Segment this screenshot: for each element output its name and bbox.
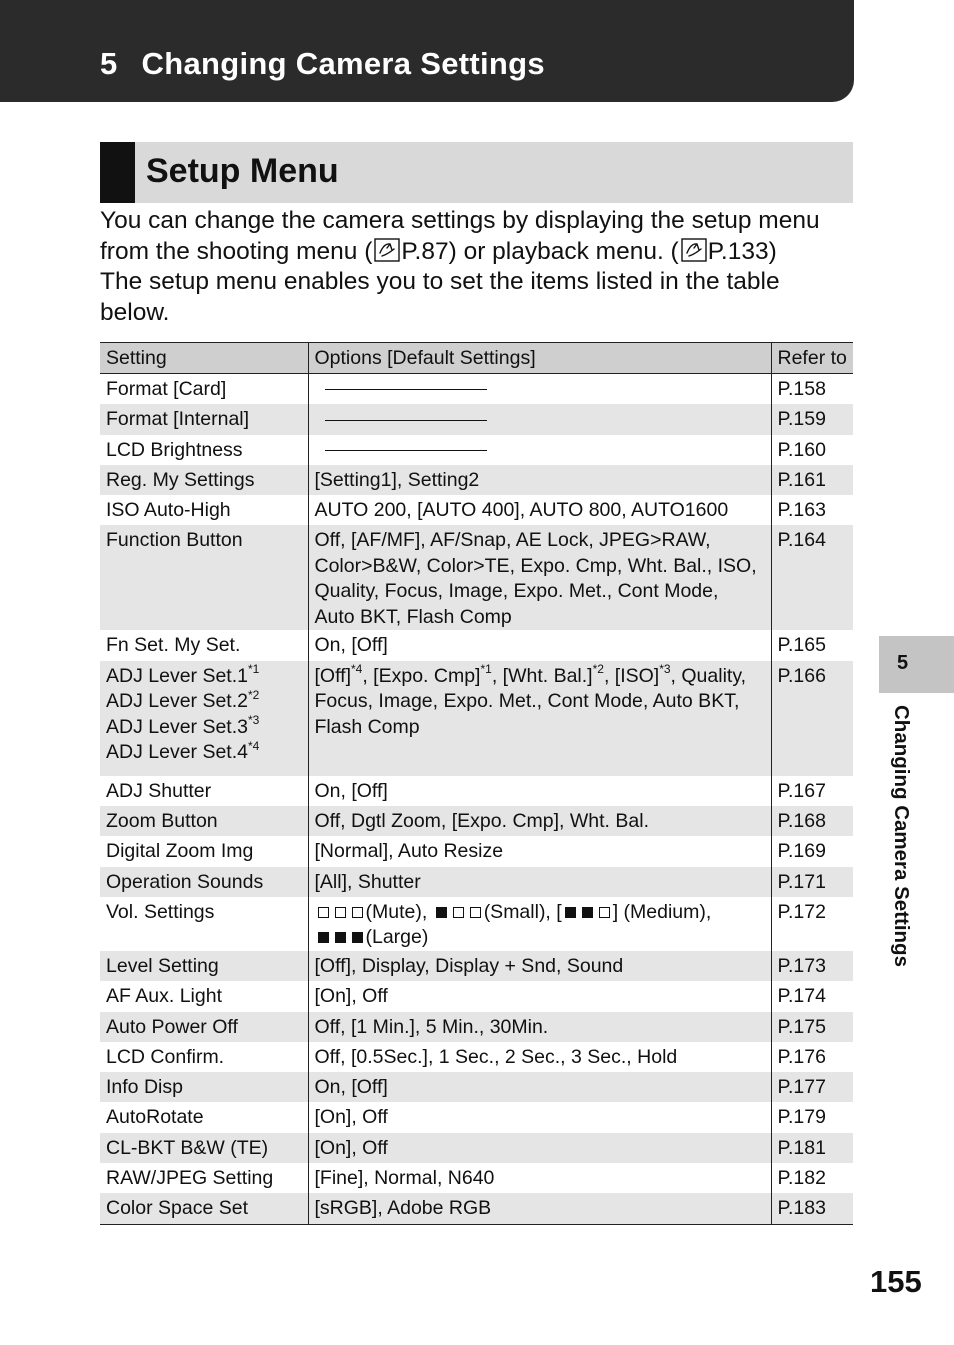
table-row <box>100 1102 853 1132</box>
setting-cell: Format [Card] <box>106 378 227 400</box>
table-row <box>100 1012 853 1042</box>
options-cell: [Off], Display, Display + Snd, Sound <box>308 951 771 981</box>
volume-empty-icon <box>470 907 481 918</box>
setting-cell: Function Button <box>100 525 308 630</box>
setting-cell: Info Disp <box>100 1072 308 1102</box>
chapter-header <box>0 0 854 102</box>
refer-cell: P.163 <box>771 495 853 525</box>
table-row <box>100 465 853 495</box>
refer-cell: P.181 <box>771 1133 853 1163</box>
volume-filled-icon <box>565 907 576 918</box>
setting-cell: Fn Set. My Set. <box>106 634 241 657</box>
setting-cell: LCD Brightness <box>106 438 243 461</box>
options-cell: [Setting1], Setting2 <box>308 465 771 495</box>
no-options-line <box>325 420 487 421</box>
options-cell <box>308 374 771 405</box>
table-row <box>100 1193 853 1224</box>
volume-filled-icon <box>335 932 346 943</box>
table-row <box>100 1133 853 1163</box>
setting-cell: Digital Zoom Img <box>106 840 254 863</box>
refer-cell: P.161 <box>771 465 853 495</box>
table-row <box>100 951 853 981</box>
options-cell: Off, [1 Min.], 5 Min., 30Min. <box>308 1012 771 1042</box>
refer-cell: P.168 <box>771 806 853 836</box>
options-cell: [Normal], Auto Resize <box>308 836 771 866</box>
refer-cell: P.167 <box>771 776 853 806</box>
header-refer: Refer to <box>771 343 853 374</box>
volume-empty-icon <box>318 907 329 918</box>
setting-cell: ISO Auto-High <box>106 499 231 522</box>
refer-cell: P.179 <box>771 1102 853 1132</box>
volume-filled-icon <box>436 907 447 918</box>
table-row <box>100 435 853 465</box>
table-header-row <box>100 343 853 374</box>
options-cell: [Fine], Normal, N640 <box>308 1163 771 1193</box>
refer-cell: P.182 <box>771 1163 853 1193</box>
volume-filled-icon <box>582 907 593 918</box>
setting-cell: Operation Sounds <box>100 867 308 897</box>
setting-cell: CL-BKT B&W (TE) <box>100 1133 308 1163</box>
setting-cell: Reg. My Settings <box>100 465 308 495</box>
setting-cell: Zoom Button <box>100 806 308 836</box>
setting-cell: RAW/JPEG Setting <box>106 1167 274 1190</box>
table-row <box>100 1163 853 1193</box>
refer-cell: P.166 <box>771 661 853 776</box>
setting-cell: ADJ Shutter <box>106 779 212 802</box>
page-number: 155 <box>870 1264 922 1299</box>
section-title: Setup Menu <box>146 152 339 190</box>
options-cell <box>308 404 771 434</box>
options-cell: On, [Off] <box>308 776 771 806</box>
options-cell: [Off]$^{*4}$, [Expo. Cmp]$^{*1}$, [Wht. Bal.]$^{*2}$, [ISO]$^{*3}$, Quality, Focus, Image, Expo. Met., Cont Mode, Auto BKT, Flash Comp <box>308 661 771 776</box>
volume-empty-icon <box>335 907 346 918</box>
intro-line-4: below. <box>100 298 170 326</box>
setting-cell: AutoRotate <box>106 1106 204 1129</box>
header-setting: Setting <box>100 343 308 374</box>
section-title-bar <box>100 142 853 203</box>
no-options-line <box>325 389 487 390</box>
setting-cell: AF Aux. Light <box>106 985 222 1008</box>
table-row <box>100 981 853 1011</box>
setting-cell: Color Space Set <box>100 1193 308 1224</box>
table-row <box>100 374 853 405</box>
volume-empty-icon <box>599 907 610 918</box>
volume-filled-icon <box>318 932 329 943</box>
options-cell: On, [Off] <box>308 630 771 660</box>
header-options: Options [Default Settings] <box>308 343 771 374</box>
refer-cell: P.165 <box>771 630 853 660</box>
options-cell: Off, Dgtl Zoom, [Expo. Cmp], Wht. Bal. <box>308 806 771 836</box>
setting-cell: Level Setting <box>100 951 308 981</box>
setting-cell: ADJ Lever Set.1$^{*1}$ ADJ Lever Set.2$^{*2}$ ADJ Lever Set.3$^{*3}$ ADJ Lever Set.4$^{*4}$ <box>100 661 308 776</box>
setup-menu-table <box>100 342 853 1225</box>
setting-cell: Vol. Settings <box>106 900 215 923</box>
refer-cell: P.172 <box>771 897 853 951</box>
refer-cell: P.176 <box>771 1042 853 1072</box>
refer-cell: P.177 <box>771 1072 853 1102</box>
chapter-number: 5 <box>100 46 118 81</box>
options-cell: Off, [AF/MF], AF/Snap, AE Lock, JPEG>RAW, Color>B&W, Color>TE, Expo. Cmp, Wht. Bal., ISO, Quality, Focus, Image, Expo. Met., Cont Mode, Auto BKT, Flash Comp <box>308 525 771 630</box>
setting-cell: Auto Power Off <box>100 1012 308 1042</box>
refer-cell: P.159 <box>771 404 853 434</box>
section-marker <box>100 142 135 203</box>
intro-line-1: You can change the camera settings by displaying the setup menu <box>100 207 820 234</box>
table-row <box>100 1042 853 1072</box>
intro-line-2: from the shooting menu ( P.87) or playback menu. ( P.133) <box>100 237 777 265</box>
chapter-title-text: Changing Camera Settings <box>141 46 545 81</box>
setting-cell: LCD Confirm. <box>106 1045 225 1068</box>
table-row <box>100 836 853 866</box>
options-cell: [On], Off <box>308 1133 771 1163</box>
options-cell: AUTO 200, [AUTO 400], AUTO 800, AUTO1600 <box>308 495 771 525</box>
table-row <box>100 806 853 836</box>
intro-line-3: The setup menu enables you to set the items listed in the table <box>100 268 780 295</box>
chapter-title <box>100 46 545 82</box>
options-cell: Off, [0.5Sec.], 1 Sec., 2 Sec., 3 Sec., Hold <box>308 1042 771 1072</box>
refer-cell: P.158 <box>771 374 853 405</box>
volume-filled-icon <box>352 932 363 943</box>
table-row <box>100 1072 853 1102</box>
options-cell: [On], Off <box>308 1102 771 1132</box>
setting-cell: Format [Internal] <box>100 404 308 434</box>
table-row <box>100 867 853 897</box>
options-cell: [All], Shutter <box>308 867 771 897</box>
side-tab-number: 5 <box>897 652 909 674</box>
table-row <box>100 897 853 951</box>
volume-empty-icon <box>453 907 464 918</box>
options-cell <box>308 435 771 465</box>
refer-cell: P.169 <box>771 836 853 866</box>
table-row <box>100 525 853 630</box>
options-cell: On, [Off] <box>308 1072 771 1102</box>
refer-cell: P.160 <box>771 435 853 465</box>
table-row <box>100 630 853 660</box>
refer-cell: P.174 <box>771 981 853 1011</box>
page-reference-icon <box>681 238 707 262</box>
table-row <box>100 404 853 434</box>
options-cell: [On], Off <box>308 981 771 1011</box>
options-cell: [sRGB], Adobe RGB <box>308 1193 771 1224</box>
refer-cell: P.171 <box>771 867 853 897</box>
refer-cell: P.183 <box>771 1193 853 1224</box>
table-row <box>100 776 853 806</box>
options-cell: (Mute), (Small), [ ] (Medium), (Large) <box>308 897 771 951</box>
side-chapter-label: Changing Camera Settings <box>890 705 913 967</box>
table-row <box>100 661 853 776</box>
intro-paragraph <box>100 206 860 328</box>
no-options-line <box>325 450 487 451</box>
refer-cell: P.175 <box>771 1012 853 1042</box>
page-reference-icon <box>374 238 400 262</box>
chapter-side-tab <box>879 636 954 693</box>
volume-empty-icon <box>352 907 363 918</box>
refer-cell: P.173 <box>771 951 853 981</box>
refer-cell: P.164 <box>771 525 853 630</box>
table-row <box>100 495 853 525</box>
